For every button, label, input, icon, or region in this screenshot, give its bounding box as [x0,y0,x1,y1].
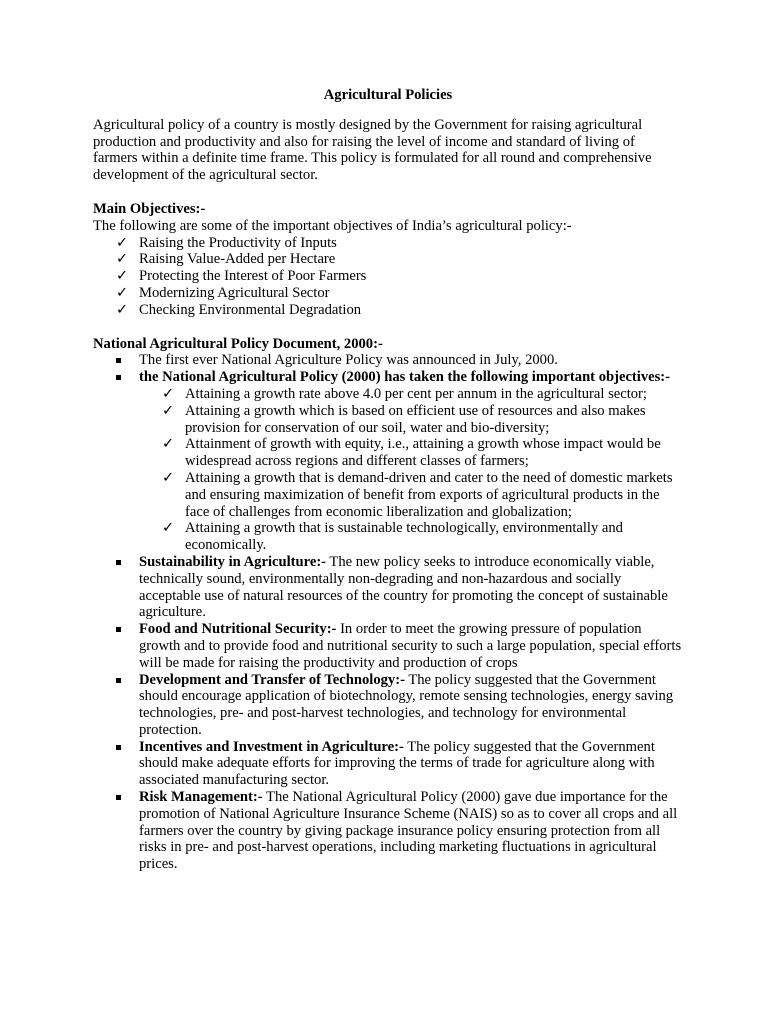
list-item [93,235,683,252]
list-item-text: Attaining a growth that is demand-driven and cater to the need of domestic markets and ensuring maximization of benefit from exports of agricultural products in the face of challenges from economic liberalization and globalization; [185,469,673,520]
incentives-label: Incentives and Investment in Agriculture:- [139,738,404,755]
square-bullet-icon [116,358,121,363]
list-item [139,520,683,554]
checkmark-icon: ✓ [116,251,129,268]
list-item-text: Protecting the Interest of Poor Farmers [139,268,367,285]
list-item-text: Attainment of growth with equity, i.e., attaining a growth whose impact would be widespread across regions and different classes of farmers; [185,436,661,470]
square-bullet-icon [116,745,121,750]
list-item [93,621,683,671]
square-bullet-icon [116,560,121,565]
technology-label: Development and Transfer of Technology:- [139,671,405,688]
checkmark-icon: ✓ [162,469,175,486]
food-security-text: In order to meet the growing pressure of population growth and to provide food and nutritional security to such a large population, special efforts will be made for raising the productivity and production of crops [139,621,682,671]
list-item [93,251,683,268]
list-item-text: Attaining a growth which is based on efficient use of resources and also makes provision for conservation of our soil, water and bio-diversity; [185,402,646,436]
list-item [93,369,683,554]
intro-paragraph: Agricultural policy of a country is mostly designed by the Government for raising agricultural production and productivity and also for raising the level of income and standard of living of farmers within a definite time frame. This policy is formulated for all round and comprehensive development of the agricultural sector. [93,116,652,184]
main-objectives-lead: The following are some of the important objectives of India’s agricultural policy:- [93,217,572,234]
sustainability-text: The new policy seeks to introduce economically viable, technically sound, environmentally non-degrading and non-hazardous and socially acceptable use of natural resources of the country for promoting the concept of sustainable agriculture. [139,553,668,621]
list-item-text: Raising the Productivity of Inputs [139,234,337,251]
main-objectives-list [93,235,683,319]
list-item [139,436,683,470]
checkmark-icon: ✓ [162,385,175,402]
list-item [139,386,683,403]
list-item [139,403,683,437]
napd-heading: National Agricultural Policy Document, 2000:- [93,335,383,352]
list-item [93,789,683,873]
checkmark-icon: ✓ [162,520,175,537]
checkmark-icon: ✓ [116,234,129,251]
checkmark-icon: ✓ [162,402,175,419]
checkmark-icon: ✓ [116,284,129,301]
list-item-text: Modernizing Agricultural Sector [139,284,330,301]
list-item [93,285,683,302]
list-item [93,302,683,319]
list-item-text: Attaining a growth rate above 4.0 per cent per annum in the agricultural sector; [185,385,647,402]
checkmark-icon: ✓ [116,268,129,285]
square-bullet-icon [116,795,121,800]
sustainability-label: Sustainability in Agriculture:- [139,553,327,570]
list-item-text: Raising Value-Added per Hectare [139,251,336,268]
list-item-text: The first ever National Agriculture Policy was announced in July, 2000. [139,352,558,369]
napd-list [93,352,683,873]
risk-management-label: Risk Management:- [139,789,263,806]
list-item [93,352,683,369]
document-title: Agricultural Policies [323,87,453,103]
list-item [93,554,683,621]
incentives-text: The policy suggested that the Government should make adequate efforts for improving the terms of trade for agriculture along with associated manufacturing sector. [139,738,655,789]
risk-management-text: The National Agricultural Policy (2000) gave due importance for the promotion of National Agriculture Insurance Scheme (NAIS) so as to cover all crops and all farmers over the country by giving package insurance policy ensuring protection from all risks in pre- and post-harvest operations, including marketing fluctuations in agricultural prices. [139,789,678,873]
list-item [139,470,683,520]
technology-text: The policy suggested that the Government should encourage application of biotechnology, remote sensing technologies, energy saving technologies, pre- and post-harvest technologies, and technology for environmental protection. [139,671,674,738]
food-security-label: Food and Nutritional Security:- [139,621,337,638]
list-item [93,739,683,789]
square-bullet-icon [116,678,121,683]
square-bullet-icon [116,627,121,632]
napd-objectives-list [139,386,683,554]
list-item [93,268,683,285]
list-item [93,672,683,739]
napd-objectives-heading: the National Agricultural Policy (2000) has taken the following important objectives:- [139,369,671,386]
checkmark-icon: ✓ [162,436,175,453]
checkmark-icon: ✓ [116,301,129,318]
list-item-text: Checking Environmental Degradation [139,301,362,318]
document-page [93,87,683,873]
list-item-text: Attaining a growth that is sustainable technologically, environmentally and economically. [185,520,623,554]
main-objectives-heading: Main Objectives:- [93,200,206,217]
square-bullet-icon [116,375,121,380]
